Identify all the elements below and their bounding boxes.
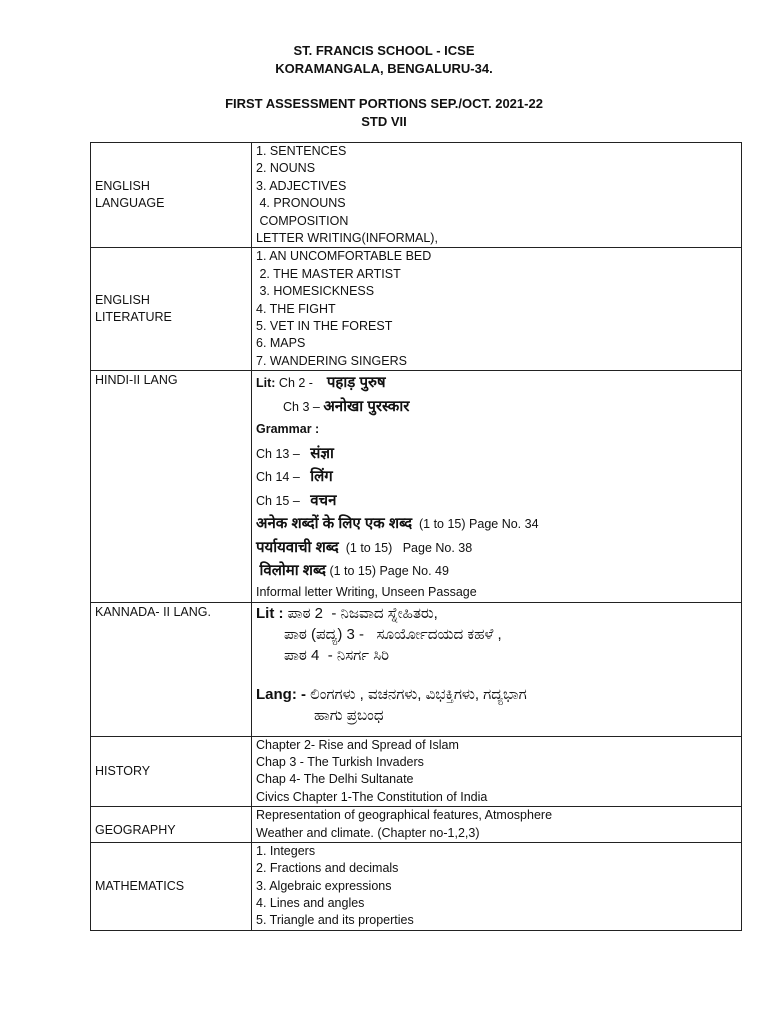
list-item: 2. NOUNS xyxy=(256,161,316,176)
portions-table xyxy=(90,142,742,931)
list-item: Chap 3 - The Turkish Invaders xyxy=(256,754,424,769)
subject-line: ENGLISH xyxy=(95,293,150,308)
row-english-language xyxy=(91,143,742,248)
list-item: LETTER WRITING(INFORMAL), xyxy=(256,230,438,245)
subject-hindi xyxy=(91,371,252,603)
list-item: Chapter 2- Rise and Spread of Islam xyxy=(256,737,459,752)
row-kannada xyxy=(91,602,742,736)
list-item: 1. SENTENCES xyxy=(256,144,347,158)
lit-label: Lit : xyxy=(256,604,284,622)
kannada-text: ಪಾಠ 2 - ನಿಜವಾದ ಸ್ನೇಹಿತರು, xyxy=(287,604,438,622)
subject-line: HINDI-II LANG xyxy=(95,373,178,388)
list-item: 5. VET IN THE FOREST xyxy=(256,318,393,333)
hindi-anek xyxy=(256,512,737,536)
list-item: Representation of geographical features, Atmosphere xyxy=(256,808,553,823)
list-item: 3. HOMESICKNESS xyxy=(256,284,375,299)
portion-geography xyxy=(252,807,742,843)
kannada-text: ಹಾಗು ಪ್ರಬಂಧ xyxy=(314,706,384,724)
hindi-lit-ch2 xyxy=(256,371,737,395)
chapter-label: Ch 2 - xyxy=(278,376,313,391)
portion-english-literature xyxy=(252,248,742,371)
topic-detail: (1 to 15) Page No. 38 xyxy=(345,540,473,555)
exam-title: FIRST ASSESSMENT PORTIONS SEP./OCT. 2021-22 xyxy=(225,96,543,111)
hindi-ch15 xyxy=(256,489,737,513)
kannada-lang-line xyxy=(256,684,737,705)
row-geography xyxy=(91,807,742,843)
topic-title: अनेक शब्दों के लिए एक शब्द xyxy=(256,515,413,533)
lit-label: Lit: xyxy=(256,376,276,391)
chapter-label: Ch 15 – xyxy=(256,493,300,508)
portion-mathematics xyxy=(252,842,742,930)
chapter-title: संज्ञा xyxy=(310,444,334,462)
subject-history xyxy=(91,736,252,807)
subject-line: HISTORY xyxy=(95,763,151,778)
school-name: ST. FRANCIS SCHOOL - ICSE xyxy=(293,43,475,58)
hindi-ch13 xyxy=(256,442,737,466)
subject-line: LITERATURE xyxy=(95,310,172,325)
chapter-label: Ch 14 – xyxy=(256,470,300,485)
subject-line: ENGLISH xyxy=(95,179,150,194)
chapter-title: पहाड़ पुरुष xyxy=(326,374,386,392)
lang-label: Lang: - xyxy=(256,685,306,703)
list-item: 6. MAPS xyxy=(256,336,306,351)
subject-line: LANGUAGE xyxy=(95,196,165,211)
spacer xyxy=(256,666,737,684)
list-item: 3. Algebraic expressions xyxy=(256,878,392,893)
hindi-informal: Informal letter Writing, Unseen Passage xyxy=(256,584,477,599)
portion-history xyxy=(252,736,742,807)
kannada-text: ಪಾಠ (ಪದ್ಯ) 3 - ಸೂರ್ಯೋದಯದ ಕಹಳೆ , xyxy=(284,625,502,643)
grammar-label: Grammar : xyxy=(256,422,320,437)
subject-geography xyxy=(91,807,252,843)
list-item: Civics Chapter 1-The Constitution of India xyxy=(256,789,488,804)
subject-english-literature xyxy=(91,248,252,371)
subject-line: KANNADA- II LANG. xyxy=(95,604,211,619)
standard-label: STD VII xyxy=(361,114,407,129)
kannada-lang-line xyxy=(256,705,737,726)
list-item: COMPOSITION xyxy=(256,213,349,228)
row-history xyxy=(91,736,742,807)
chapter-title: वचन xyxy=(310,491,337,509)
hindi-paryay xyxy=(256,536,737,560)
subject-english-language xyxy=(91,143,252,248)
subject-line: MATHEMATICS xyxy=(95,878,185,893)
school-address: KORAMANGALA, BENGALURU-34. xyxy=(275,61,493,76)
list-item: 2. Fractions and decimals xyxy=(256,861,399,876)
list-item: 4. PRONOUNS xyxy=(256,196,346,211)
portion-kannada xyxy=(252,602,742,736)
list-item: 7. WANDERING SINGERS xyxy=(256,353,407,368)
kannada-text: ಪಾಠ 4 - ನಿಸರ್ಗ ಸಿರಿ xyxy=(284,646,390,664)
topic-title: पर्यायवाची शब्द xyxy=(256,538,339,556)
kannada-lit-line xyxy=(256,645,737,666)
subject-kannada xyxy=(91,602,252,736)
list-item: 2. THE MASTER ARTIST xyxy=(256,266,401,281)
list-item: 5. Triangle and its properties xyxy=(256,913,414,928)
portion-hindi xyxy=(252,371,742,603)
row-mathematics xyxy=(91,842,742,930)
list-item: 1. Integers xyxy=(256,843,316,858)
hindi-viloma xyxy=(256,559,737,583)
chapter-title: लिंग xyxy=(310,468,333,486)
kannada-text: ಲಿಂಗಗಳು , ವಚನಗಳು, ವಿಭಕ್ತಿಗಳು, ಗದ್ಯಭಾಗ xyxy=(310,685,527,703)
portion-english-language xyxy=(252,143,742,248)
topic-detail: (1 to 15) Page No. 34 xyxy=(419,517,539,532)
list-item: 4. Lines and angles xyxy=(256,896,365,911)
list-item: 1. AN UNCOMFORTABLE BED xyxy=(256,249,432,264)
topic-title: विलोमा शब्द xyxy=(259,562,326,580)
subject-mathematics xyxy=(91,842,252,930)
row-hindi xyxy=(91,371,742,603)
chapter-label: Ch 13 – xyxy=(256,446,300,461)
list-item: 3. ADJECTIVES xyxy=(256,178,347,193)
subject-line: GEOGRAPHY xyxy=(95,822,176,837)
chapter-label: Ch 3 – xyxy=(283,399,320,414)
row-english-literature xyxy=(91,248,742,371)
chapter-title: अनोखा पुरस्कार xyxy=(323,397,410,415)
hindi-lit-ch3 xyxy=(256,395,737,419)
kannada-lit-line xyxy=(256,603,737,624)
kannada-lit-line xyxy=(256,624,737,645)
hindi-ch14 xyxy=(256,465,737,489)
list-item: 4. THE FIGHT xyxy=(256,301,336,316)
topic-detail: (1 to 15) Page No. 49 xyxy=(329,564,449,579)
list-item: Weather and climate. (Chapter no-1,2,3) xyxy=(256,825,480,840)
list-item: Chap 4- The Delhi Sultanate xyxy=(256,772,414,787)
